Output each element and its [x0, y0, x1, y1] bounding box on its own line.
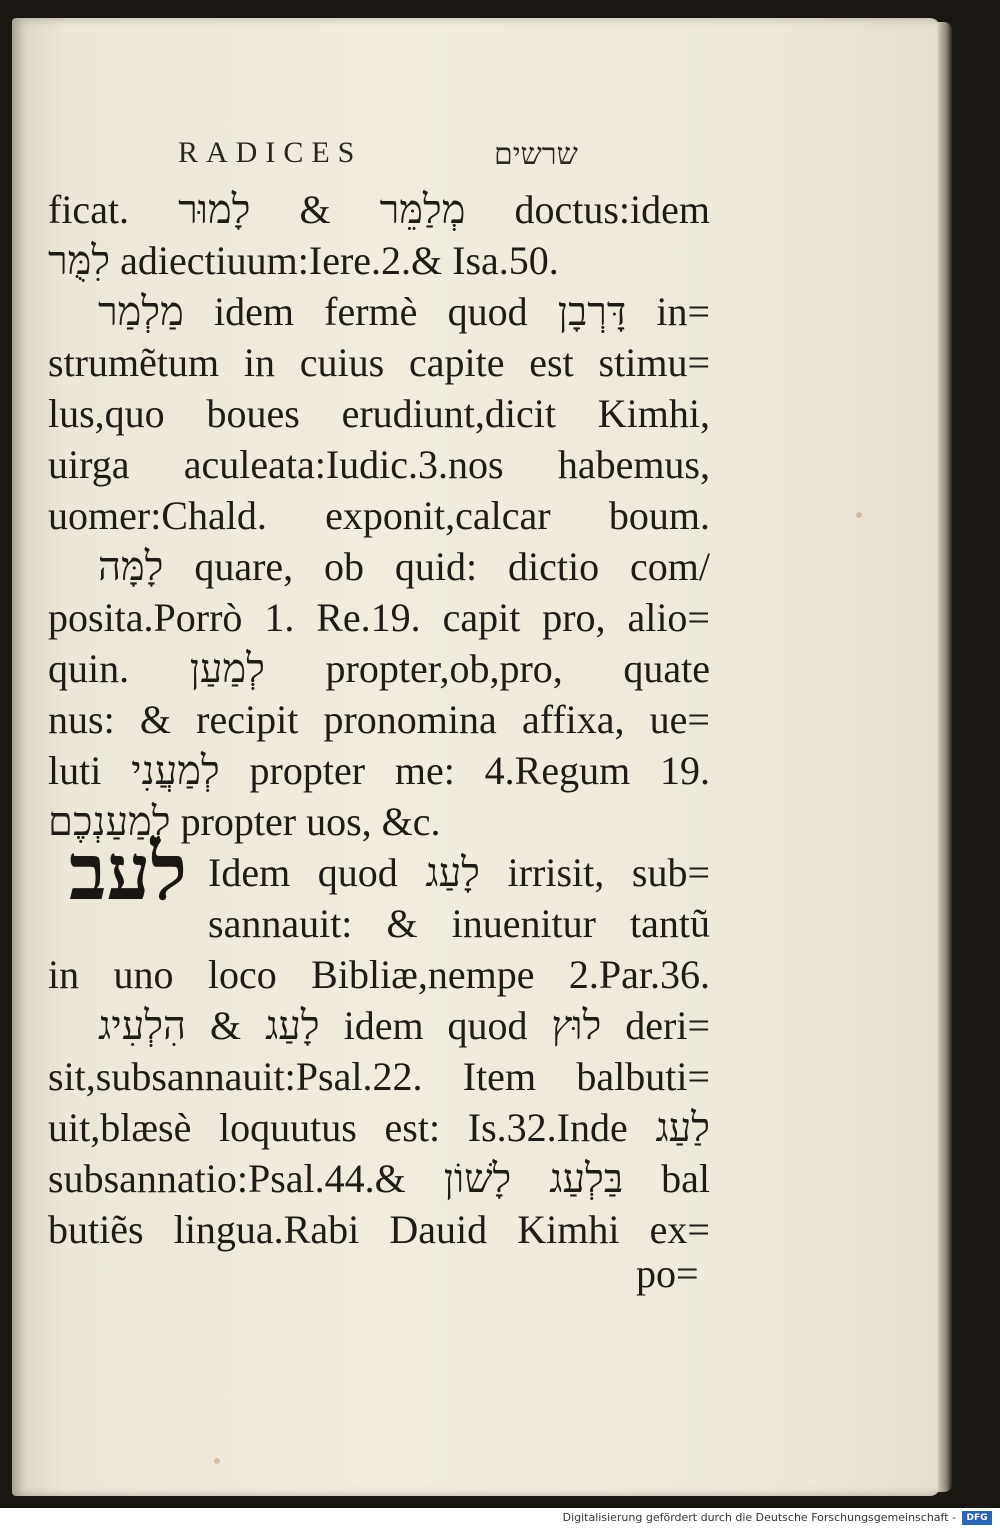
catchword: po= — [636, 1251, 699, 1296]
text-line: מַלְמַר idem fermè quod דָּרְבָן in= — [98, 289, 710, 334]
text-line: sit,subsannauit:Psal.22. Item balbuti= — [48, 1054, 710, 1099]
running-head-latin: RADICES — [178, 136, 363, 169]
body-text — [48, 184, 710, 1255]
paper-spot — [214, 1458, 220, 1464]
text-line: luti לְמַעֲנִי propter me: 4.Regum 19. — [48, 748, 710, 793]
text-line: sannauit: & inuenitur tantũ — [208, 901, 710, 946]
page-edge — [938, 22, 952, 1492]
drop-cap-hebrew: לעב — [68, 829, 188, 916]
text-line: ficat. מְלַמֵּר & לָמוּר doctus:idem — [48, 187, 710, 232]
footer-bar — [0, 1508, 1000, 1529]
text-line: לָמָּה quare, ob quid: dictio com/ — [98, 544, 710, 589]
text-line: quin. לְמַעַן propter,ob,pro, quate — [48, 646, 710, 691]
text-line: subsannatio:Psal.44.& בַּלְעַג לָשׁוֹן bal — [48, 1156, 710, 1201]
paper-spot — [856, 512, 862, 518]
text-line: uit,blæsè loquutus est: Is.32.Inde לַעַג — [48, 1105, 710, 1150]
dfg-logo[interactable]: DFG — [962, 1511, 992, 1525]
footer-credit: Digitalisierung gefördert durch die Deutsche Forschungsgemeinschaft - — [562, 1511, 956, 1524]
text-line: nus: & recipit pronomina affixa, ue= — [48, 697, 710, 742]
text-line: lus,quo boues erudiunt,dicit Kimhi, — [48, 391, 710, 436]
text-line: butiẽs lingua.Rabi Dauid Kimhi ex= — [48, 1207, 710, 1252]
text-line: לָעַג & הִלְעִיג idem quod לוּץ deri= — [98, 1003, 711, 1048]
text-line: in uno loco Bibliæ,nempe 2.Par.36. — [48, 952, 710, 997]
text-line: posita.Porrò 1. Re.19. capit pro, alio= — [48, 595, 710, 640]
text-line: strumẽtum in cuius capite est stimu= — [48, 340, 710, 385]
text-line: uirga aculeata:Iudic.3.nos habemus, — [48, 442, 710, 487]
running-head — [0, 136, 1000, 176]
text-line: לִמֻּר adiectiuum:Iere.2.& Isa.50. — [48, 238, 559, 283]
running-head-hebrew: שרשים — [494, 138, 578, 171]
text-line: uomer:Chald. exponit,calcar boum. — [48, 493, 710, 538]
text-line: Idem quod לָעַג irrisit, sub= — [208, 850, 710, 895]
text-line: לְמַעַנְכֶם propter uos, &c. — [48, 799, 441, 844]
